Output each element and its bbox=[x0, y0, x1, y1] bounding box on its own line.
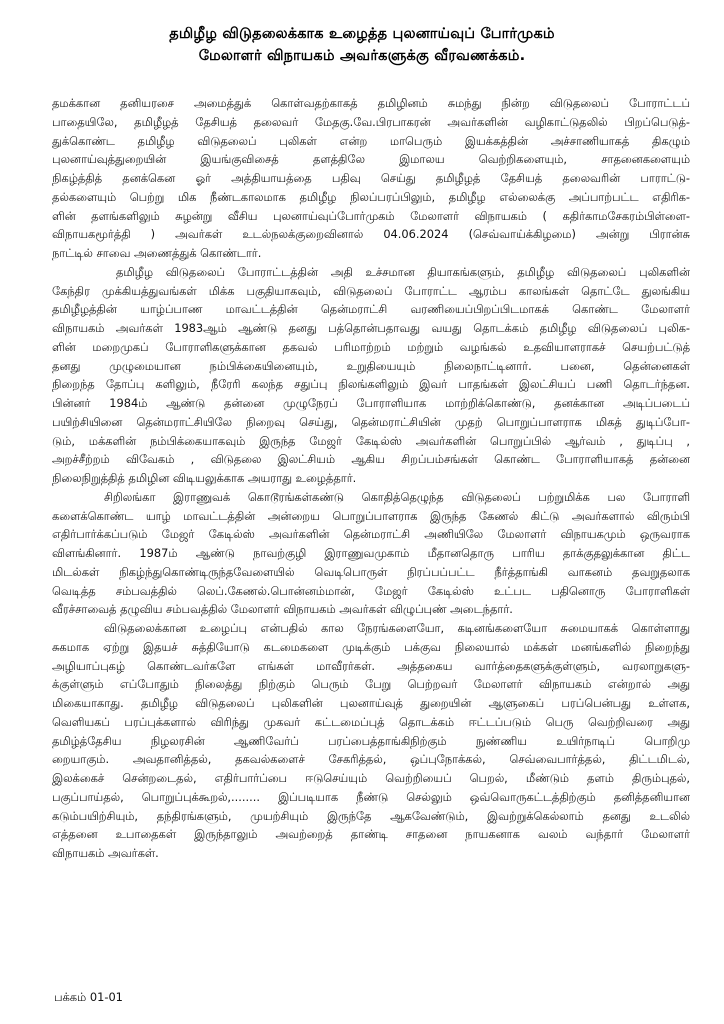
paragraph-line: றையாகும். அவதானித்தல், தகவல்களைச் சேகரித்தல், ஒப்புநோக்கல், செவ்வைபார்த்தல், திட்டமிடல், bbox=[52, 752, 690, 767]
document-title-line-2: மேலாளர் விநாயகம் அவர்களுக்கு வீரவணக்கம். bbox=[198, 48, 526, 64]
paragraph-line: அழியாப்புகழ் கொண்டவர்களே எங்கள் மாவீரர்கள். அத்தகைய வார்த்தைகளுக்குள்ளும், வரலாறுகளு- bbox=[52, 658, 690, 673]
paragraph-line: தமிழ்த்தேசிய நிழலரசின் ஆணிவேர்ப் பரப்பைத்தாங்கிநிற்கும் நுண்ணிய உயிர்நாடிப் பொறிமு bbox=[52, 733, 690, 748]
paragraph-line: விநாயகமூர்த்தி ) அவர்கள் உடல்நலக்குறைவினால் 04.06.2024 (செவ்வாய்க்கிழமை) அன்று பிரான்சு bbox=[52, 227, 690, 242]
paragraph-line: டும், மக்களின் நம்பிக்கையாகவும் இருந்த மேஜர் கேடில்ஸ் அவர்களின் பொறுப்பில் ஆர்வம் , துடிப்பு , bbox=[52, 433, 690, 448]
paragraph-line: மிகையாகாது. தமிழீழ விடுதலைப் புலிகளின் புலனாய்வுத் துறையின் ஆளுகைப் பரப்பென்பது உள்ளக, bbox=[52, 696, 690, 710]
paragraph-line: விளங்கினார். 1987ம் ஆண்டு நாவற்குழி இராணுவமுகாம் மீதானதொரு பாரிய தாக்குதலுக்கான திட்ட bbox=[52, 546, 690, 560]
paragraph bbox=[52, 94, 690, 263]
paragraph-line: இலக்கைச் சென்றடைதல், எதிர்பார்ப்பை ஈடுசெய்யும் வெற்றியைப் பெறல், மீண்டும் தளம் திரும்புதல், bbox=[52, 771, 690, 785]
paragraph bbox=[52, 619, 690, 863]
paragraph-line: தல்களையும் பெற்று மிக நீண்டகாலமாக தமிழீழ நிலப்பரப்பிலும், தமிழீழ எல்லைக்கு அப்பாற்பட்ட எதிரிக- bbox=[52, 189, 690, 204]
paragraph-line: துக்கொண்ட தமிழீழ விடுதலைப் புலிகள் என்ற மாபெரும் இயக்கத்தின் அச்சாணியாகத் திகழும் bbox=[52, 133, 690, 148]
paragraph-line: நிலைநிறுத்தித் தமிழின விடியலுக்காக அயராது உழைத்தார். bbox=[52, 471, 357, 485]
paragraph-line: வெளியகப் பரப்புக்களால் விரிந்து முகவர் கட்டமைப்புத் தொடக்கம் ஈட்டப்படும் பெரு வெற்றிவரை அது bbox=[52, 714, 690, 729]
paragraph-line: தமிழீழத்தின் யாழ்ப்பாண மாவட்டத்தின் தென்மராட்சி வரணியைப்பிறப்பிடமாகக் கொண்ட மேலாளர் bbox=[52, 302, 690, 317]
paragraph-line: நிகழ்த்தித் தனக்கென ஓர் அத்தியாயத்தை பதிவு செய்து தமிழீழத் தேசியத் தலைவரின் பாராட்டு- bbox=[52, 171, 690, 185]
paragraph-line: ளின் தளங்களிலும் சுழன்று வீசிய புலனாய்வுப்போர்முகம் மேலாளர் விநாயகம் ( கதிர்காமசேகரம்பிள்ளை- bbox=[52, 208, 690, 223]
paragraph-line: ளின் மறைமுகப் போராளிகளுக்கான தகவல் பரிமாற்றம் மற்றும் வழங்கல் உதவியாளராகச் செயற்பட்டுத் bbox=[52, 339, 690, 354]
paragraph bbox=[52, 488, 690, 619]
paragraph-line: வீரச்சாவைத் தழுவிய சம்பவத்தில் மேலாளர் விநாயகம் அவர்கள் விழுப்புண் அடைந்தார். bbox=[52, 602, 513, 617]
paragraph-line: தமக்கான தனியரசை அமைத்துக் கொள்வதற்காகத் தமிழினம் சுமந்து நின்ற விடுதலைப் போராட்டப் bbox=[52, 96, 690, 110]
paragraph-line: விநாயகம் அவர்கள் 1983ஆம் ஆண்டு தனது பத்தொன்பதாவது வயது தொடக்கம் தமிழீழ விடுதலைப் புலிக- bbox=[52, 321, 690, 335]
paragraph-line: பின்னர் 1984ம் ஆண்டு தன்னை முழுநேரப் போராளியாக மாற்றிக்கொண்டு, தனக்கான அடிப்படைப் bbox=[52, 396, 690, 410]
paragraph-line: கடும்பயிற்சியும், தந்திரங்களும், முயற்சியும் இருந்தே ஆகவேண்டும், இவற்றுக்கெல்லாம் தனது உடலில் bbox=[52, 808, 690, 823]
paragraph-line: தமிழீழ விடுதலைப் போராட்டத்தின் அதி உச்சமான தியாகங்களும், தமிழீழ விடுதலைப் புலிகளின் bbox=[116, 264, 690, 279]
paragraph-line: சிறிலங்கா இராணுவக் கொடூரங்கள்கண்டு கொதித்தெழுந்த விடுதலைப் பற்றுமிக்க பல போராளி bbox=[104, 489, 690, 504]
paragraph-line: பயிற்சியினை தென்மராட்சியிலே நிறைவு செய்து, தென்மராட்சியின் முதற் பொறுப்பாளராக மிகத் துடிப்போ- bbox=[52, 414, 690, 429]
document-body bbox=[52, 94, 690, 863]
paragraph-line: களைக்கொண்ட யாழ் மாவட்டத்தின் அன்றைய பொறுப்பாளராக இருந்த கேணல் கிட்டு அவர்களால் விரும்பி bbox=[52, 508, 690, 523]
paragraph bbox=[52, 263, 690, 488]
paragraph-line: க்குள்ளும் எப்போதும் நிலைத்து நிற்கும் பெரும் பேறு பெற்றவர் மேலாளர் விநாயகம் என்றால் அது bbox=[52, 677, 690, 692]
paragraph-line: எத்தனை உபாதைகள் இருந்தாலும் அவற்றைத் தாண்டி சாதனை நாயகனாக வலம் வந்தார் மேலாளர் bbox=[52, 827, 690, 842]
paragraph-line: அறச்சீற்றம் விவேகம் , விடுதலை இலட்சியம் ஆகிய சிறப்பம்சங்கள் கொண்ட போராளியாகத் தன்னை bbox=[52, 452, 690, 467]
paragraph-line: எதிர்பார்க்கப்படும் மேஜர் கேடில்ஸ் அவர்களின் தென்மராட்சி அணியிலே மேலாளர் விநாயகமும் ஒருவராக bbox=[52, 527, 690, 542]
paragraph-line: மிடல்கள் நிகழ்ந்துகொண்டிருந்தவேளையில் வெடிபொருள் நிரப்பப்பட்ட நீர்த்தாங்கி வாகனம் தவறுதலாக bbox=[52, 564, 690, 579]
paragraph-line: நாட்டில் சாவை அணைத்துக் கொண்டார். bbox=[52, 246, 262, 260]
paragraph-line: தனது முழுமையான நம்பிக்கையினையும், உறுதியையும் நிலைநாட்டினார். பனை, தென்னைகள் bbox=[52, 358, 690, 373]
paragraph-line: பாதையிலே, தமிழீழத் தேசியத் தலைவர் மேதகு.வே.பிரபாகரன் அவர்களின் வழிகாட்டுதலில் பிறப்பெடுத்- bbox=[52, 114, 690, 129]
paragraph-line: சுகமாக ஏற்று இதயச் சுத்தியோடு கடமைகளை முடிக்கும் பக்குவ நிலையால் மக்கள் மனங்களில் நிறைந்து bbox=[52, 639, 690, 654]
paragraph-line: விநாயகம் அவர்கள். bbox=[52, 846, 159, 860]
paragraph-line: பகுப்பாய்தல், பொறுப்புக்கூறல்,........ இப்படியாக நீண்டு செல்லும் ஒவ்வொருகட்டத்திற்கும் தனித்தனியான bbox=[52, 789, 690, 804]
paragraph-line: நிறைந்த தோப்பு களிலும், நீரேரி கலந்த சதுப்பு நிலங்களிலும் இவர் பாதங்கள் இலட்சியப் பணி தொடர்ந்தன. bbox=[52, 377, 690, 392]
paragraph-line: புலனாய்வுத்துறையின் இயங்குவிசைத் தளத்திலே இமாலய வெற்றிகளையும், சாதனைகளையும் bbox=[52, 152, 690, 167]
page-number: பக்கம் 01-01 bbox=[54, 990, 123, 1004]
paragraph-line: விடுதலைக்கான உழைப்பு என்பதில் கால நேரங்களையோ, கடினங்களையோ சுமையாகக் கொள்ளாது bbox=[104, 621, 690, 635]
paragraph-line: வெடித்த சம்பவத்தில் லெப்.கேணல்.பொன்னம்மான், மேஜர் கேடில்ஸ் உட்பட பதினொரு போராளிகள் bbox=[52, 583, 690, 598]
document-title-line-1: தமிழீழ விடுதலைக்காக உழைத்த புலனாய்வுப் போர்முகம் bbox=[169, 26, 555, 42]
paragraph-line: கேந்திர முக்கியத்துவங்கள் மிக்க பகுதியாகவும், விடுதலைப் போராட்ட ஆரம்ப காலங்கள் தொட்டே துலங்கிய bbox=[52, 283, 690, 298]
